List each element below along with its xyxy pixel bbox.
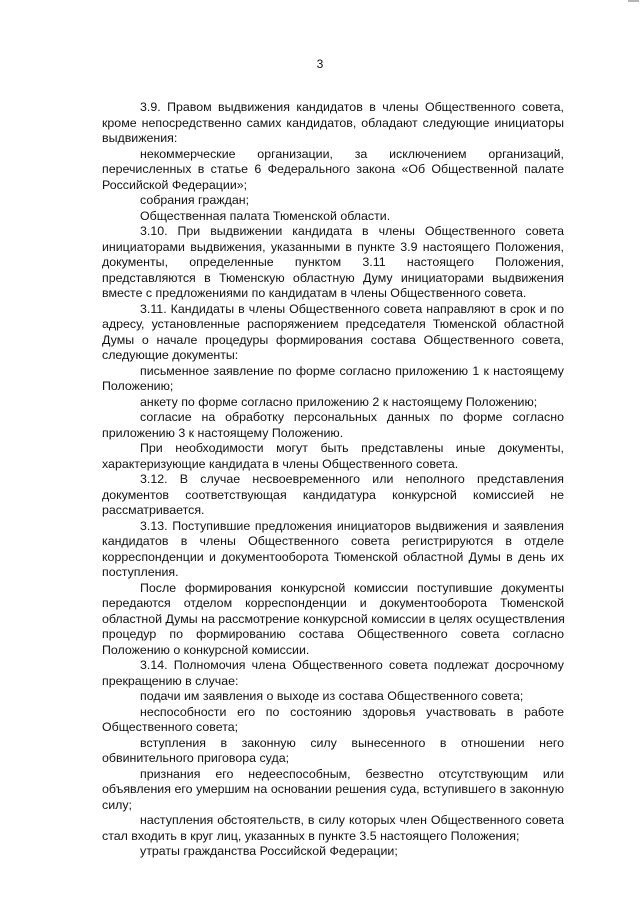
- text-line: признания его недееспособным, безвестно отсутствующим или: [140, 766, 564, 781]
- text-line: областной Думы на рассмотрение конкурсной комиссии в целях осуществления: [102, 611, 565, 626]
- text-line: вступления в законную силу вынесенного в отношении него: [140, 735, 564, 750]
- text-line: неспособности его по состоянию здоровья участвовать в работе: [140, 704, 564, 719]
- text-line: рассматривается.: [102, 503, 205, 517]
- text-line: кандидатов в члены Общественного совета регистрируются в отделе: [102, 534, 564, 548]
- text-line: собрания граждан;: [140, 193, 250, 207]
- text-line: Российской Федерации»;: [102, 177, 248, 192]
- text-line: прекращению в случае:: [102, 673, 239, 688]
- text-line: Общественного совета;: [102, 720, 239, 734]
- text-line: объявления его умершим на основании решения суда, вступившего в законную: [102, 782, 564, 796]
- text-line: поступления.: [102, 565, 179, 579]
- text-line: согласие на обработку персональных данных по форме согласно: [140, 410, 564, 424]
- text-line: 3.10. При выдвижении кандидата в члены Общественного совета: [140, 224, 564, 238]
- text-line: обвинительного приговора суда;: [102, 751, 290, 765]
- text-line: Положению о конкурсной комиссии.: [102, 642, 310, 657]
- text-line: приложению 3 к настоящему Положению.: [102, 425, 344, 440]
- text-line: 3.12. В случае несвоевременного или неполного представления: [140, 472, 564, 486]
- text-line: Общественная палата Тюменской области.: [140, 208, 391, 223]
- text-line: Думы о начале процедуры формирования состава Общественного совета,: [102, 332, 564, 347]
- text-line: адресу, установленные распоряжением председателя Тюменской областной: [102, 317, 564, 331]
- text-line: документы, определенные пунктом 3.11 настоящего Положения,: [102, 255, 564, 269]
- text-line: утраты гражданства Российской Федерации;: [140, 844, 398, 858]
- text-line: При необходимости могут быть представлены иные документы,: [140, 441, 564, 455]
- text-line: силу;: [102, 797, 132, 812]
- text-line: процедур по формированию состава Общественного совета согласно: [102, 627, 564, 641]
- text-line: анкету по форме согласно приложению 2 к настоящему Положению;: [140, 394, 538, 409]
- text-line: 3.14. Полномочия члена Общественного совета подлежат досрочному: [140, 658, 564, 672]
- text-line: После формирования конкурсной комиссии поступившие документы: [140, 580, 564, 595]
- text-line: корреспонденции и документооборота Тюменской областной Думы в день их: [102, 549, 564, 564]
- document-body: [102, 100, 564, 860]
- text-line: стал входить в круг лиц, указанных в пункте 3.5 настоящего Положения;: [102, 828, 520, 843]
- text-line: характеризующие кандидата в члены Общественного совета.: [102, 456, 459, 471]
- text-line: 3.9. Правом выдвижения кандидатов в члены Общественного совета,: [140, 100, 564, 114]
- text-line: передаются отделом корреспонденции и документооборота Тюменской: [102, 596, 564, 610]
- text-line: письменное заявление по форме согласно приложению 1 к настоящему: [140, 363, 564, 378]
- text-line: документов соответствующая кандидатура конкурсной комиссией не: [102, 487, 564, 502]
- text-line: выдвижения:: [102, 131, 178, 145]
- text-line: перечисленных в статье 6 Федерального закона «Об Общественной палате: [102, 162, 564, 176]
- page-number: 3: [316, 57, 324, 71]
- text-line: наступления обстоятельств, в силу которых член Общественного совета: [140, 813, 564, 827]
- text-line: 3.13. Поступившие предложения инициаторов выдвижения и заявления: [140, 518, 564, 533]
- text-line: некоммерческие организации, за исключением организаций,: [140, 146, 564, 161]
- text-line: вместе с предложениями по кандидатам в члены Общественного совета.: [102, 286, 527, 300]
- text-line: следующие документы:: [102, 348, 239, 362]
- text-line: 3.11. Кандидаты в члены Общественного совета направляют в срок и по: [140, 301, 564, 316]
- text-line: подачи им заявления о выходе из состава Общественного совета;: [140, 689, 524, 703]
- text-line: кроме непосредственно самих кандидатов, обладают следующие инициаторы: [102, 115, 564, 130]
- text-line: представляются в Тюменскую областную Думу инициаторами выдвижения: [102, 270, 564, 285]
- scan-corner-mark: [628, 0, 639, 2]
- text-line: инициаторами выдвижения, указанными в пункте 3.9 настоящего Положения,: [102, 239, 564, 254]
- text-line: Положению;: [102, 379, 174, 393]
